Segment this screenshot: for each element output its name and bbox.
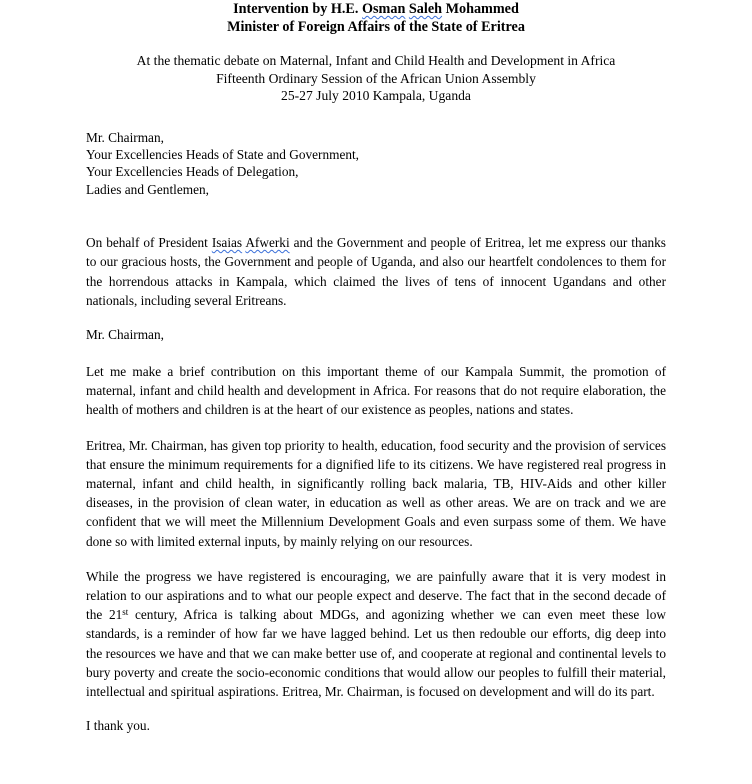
salutation-line: Your Excellencies Heads of State and Government, <box>86 146 360 162</box>
salutation-line: Ladies and Gentlemen, <box>86 181 209 197</box>
event-line-1: At the thematic debate on Maternal, Infant and Child Health and Development in Africa <box>136 53 616 68</box>
salutation-block <box>86 129 666 199</box>
salutation-chairman: Mr. Chairman, <box>86 326 164 342</box>
title-name-first: Osman <box>362 1 406 17</box>
president-last-name: Afwerki <box>245 235 290 251</box>
paragraph-thanks <box>86 233 666 310</box>
speaker-role: Minister of Foreign Affairs of the State of Eritrea <box>227 19 525 35</box>
paragraph-aspirations <box>86 567 666 701</box>
salutation-line: Mr. Chairman, <box>86 129 164 145</box>
speech-title <box>86 0 666 18</box>
paragraph-theme: Let me make a brief contribution on this important theme of our Kampala Summit, the promotion of maternal, infant and child health and development in Africa. For reasons that do not require elaboration, the health of mothers and children is at the heart of our existence as peoples, nations and states. <box>86 363 666 418</box>
event-details <box>86 52 666 105</box>
paragraph-text: While the progress we have registered is encouraging, we are painfully aware that it is very modest in relation to our aspirations and to what our people expect and deserve. The fact that in the second decade of the 21 <box>86 568 666 623</box>
ordinal-superscript: st <box>122 607 129 618</box>
president-first-name: Isaias <box>211 235 243 251</box>
paragraph-text: century, Africa is talking about MDGs, and agonizing whether we can even meet these low standards, is a reminder of how far we have lagged behind. Let us then redouble our efforts, dig deep into the resources we have and that we can make better use of, and cooperate at regional and continental levels to bury poverty and create the socio-economic conditions that would allow our peoples to fulfill their material, intellectual and spiritual aspirations. Eritrea, Mr. Chairman, is focused on development and will do its part. <box>86 607 666 699</box>
paragraph-text: On behalf of President <box>86 235 212 251</box>
closing-line: I thank you. <box>86 718 150 734</box>
salutation-line: Your Excellencies Heads of Delegation, <box>86 164 299 180</box>
event-line-3: 25-27 July 2010 Kampala, Uganda <box>281 88 471 103</box>
title-name-middle: Saleh <box>408 1 443 17</box>
title-suffix: Mohammed <box>442 1 519 17</box>
paragraph-progress: Eritrea, Mr. Chairman, has given top priority to health, education, food security and the provision of services that ensure the minimum requirements for a dignified life to its citizens. We have registered real progress in maternal, infant and child health, in significantly rolling back malaria, TB, HIV-Aids and other killer diseases, in the provision of clean water, in education as well as other areas. We are on track and we are confident that we will meet the Millennium Development Goals and even surpass some of them. We have done so with limited external inputs, by mainly relying on our resources. <box>86 437 666 549</box>
paragraph-text: and the Government and people of Eritrea, let me express our thanks to our gracious hosts, the Government and people of Uganda, and also our heartfelt condolences to them for the horrendous attacks in Kampala, which claimed the lives of tens of innocent Ugandans and other nationals, including several Eritreans. <box>86 235 666 308</box>
title-prefix: Intervention by H.E. <box>233 1 362 17</box>
event-line-2: Fifteenth Ordinary Session of the African Union Assembly <box>216 70 536 86</box>
